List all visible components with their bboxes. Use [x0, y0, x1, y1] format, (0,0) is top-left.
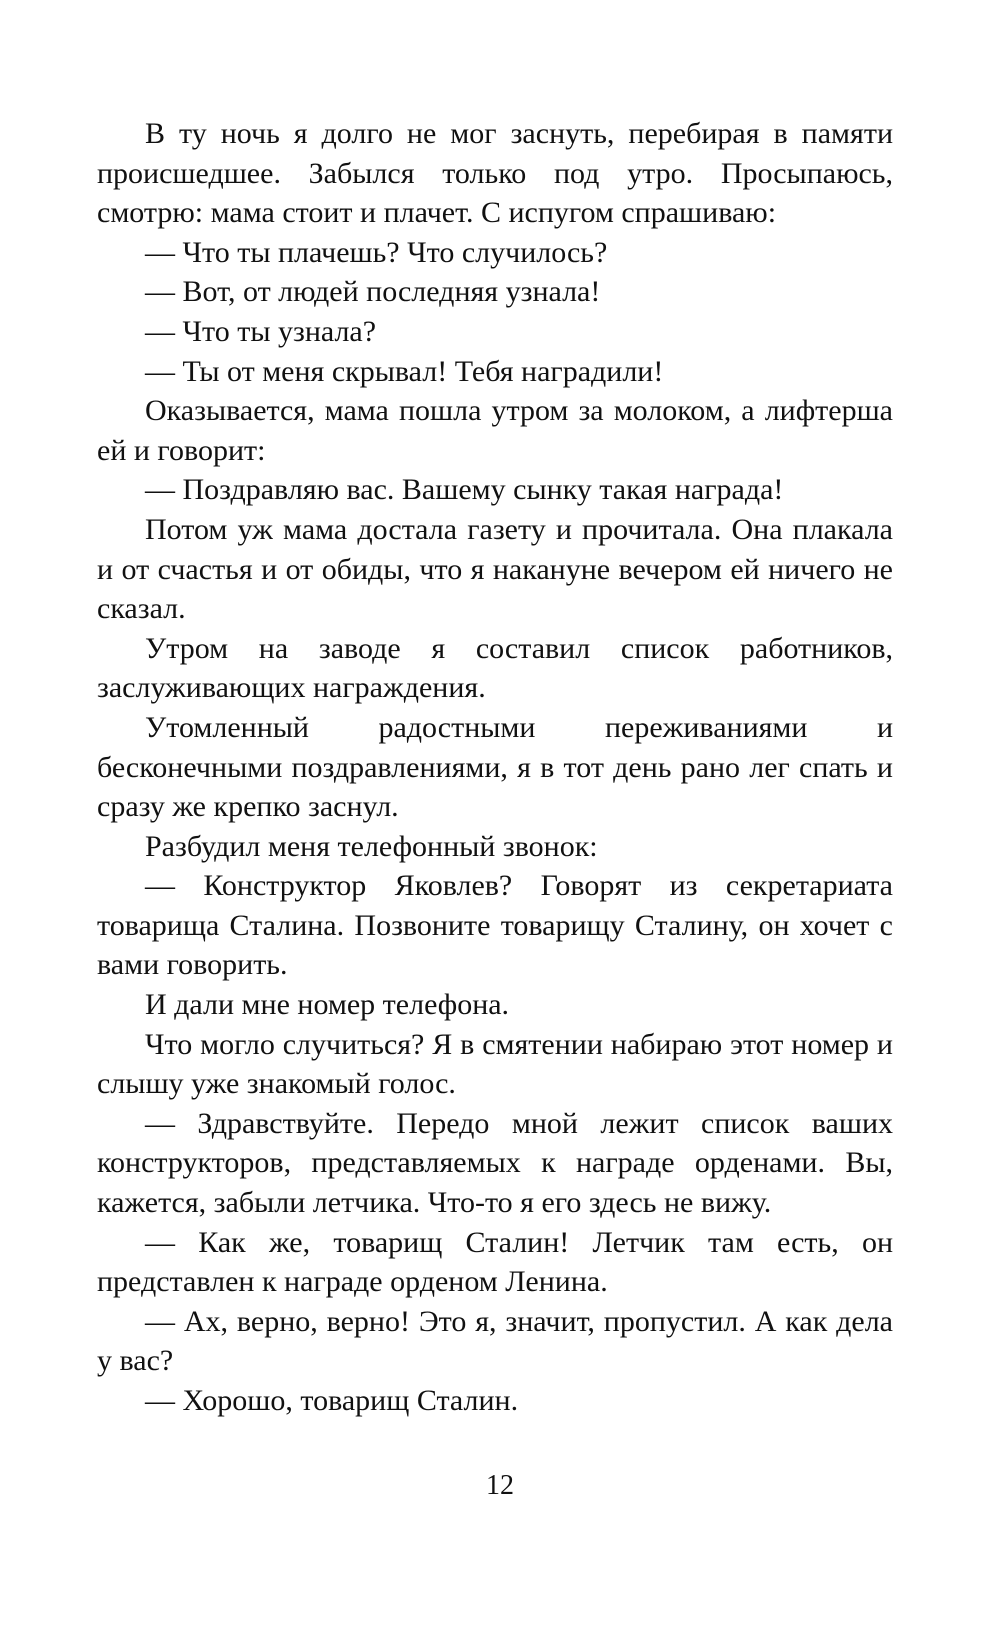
book-page-text	[97, 114, 893, 1421]
page-number: 12	[486, 1470, 514, 1501]
paragraph-5: — Ты от меня скрывал! Тебя наградили!	[145, 354, 664, 388]
paragraph-9: Утром на заводе я составил список работников, заслуживающих награждения.	[97, 631, 893, 705]
paragraph-17: — Ах, верно, верно! Это я, значит, пропустил. А как дела у вас?	[97, 1304, 893, 1378]
paragraph-16: — Как же, товарищ Сталин! Летчик там есть, он представлен к награде орденом Ленина.	[97, 1225, 893, 1299]
paragraph-14: Что могло случиться? Я в смятении набираю этот номер и слышу уже знакомый голос.	[97, 1027, 893, 1101]
paragraph-7: — Поздравляю вас. Вашему сынку такая награда!	[145, 473, 784, 507]
paragraph-4: — Что ты узнала?	[145, 314, 377, 348]
paragraph-10: Утомленный радостными переживаниями и бесконечными поздравлениями, я в тот день рано лег спать и сразу же крепко заснул.	[97, 710, 893, 824]
paragraph-8: Потом уж мама достала газету и прочитала. Она плакала и от счастья и от обиды, что я накануне вечером ей ничего не сказал.	[97, 512, 893, 626]
paragraph-2: — Что ты плачешь? Что случилось?	[145, 235, 608, 269]
paragraph-11: Разбудил меня телефонный звонок:	[145, 829, 598, 863]
paragraph-6: Оказывается, мама пошла утром за молоком, а лифтерша ей и говорит:	[97, 394, 893, 467]
paragraph-18: — Хорошо, товарищ Сталин.	[145, 1384, 519, 1417]
paragraph-1: В ту ночь я долго не мог заснуть, перебирая в памяти происшедшее. Забылся только под утро. Просыпаюсь, смотрю: мама стоит и плачет. С испугом спрашиваю:	[97, 117, 893, 230]
paragraph-13: И дали мне номер телефона.	[145, 988, 510, 1022]
paragraph-3: — Вот, от людей последняя узнала!	[145, 275, 601, 309]
paragraph-12: — Конструктор Яковлев? Говорят из секретариата товарища Сталина. Позвоните товарищу Сталину, он хочет с вами говорить.	[97, 869, 893, 982]
paragraph-15: — Здравствуйте. Передо мной лежит список ваших конструкторов, представляемых к награде орденами. Вы, кажется, забыли летчика. Что-то я его здесь не вижу.	[97, 1106, 893, 1220]
